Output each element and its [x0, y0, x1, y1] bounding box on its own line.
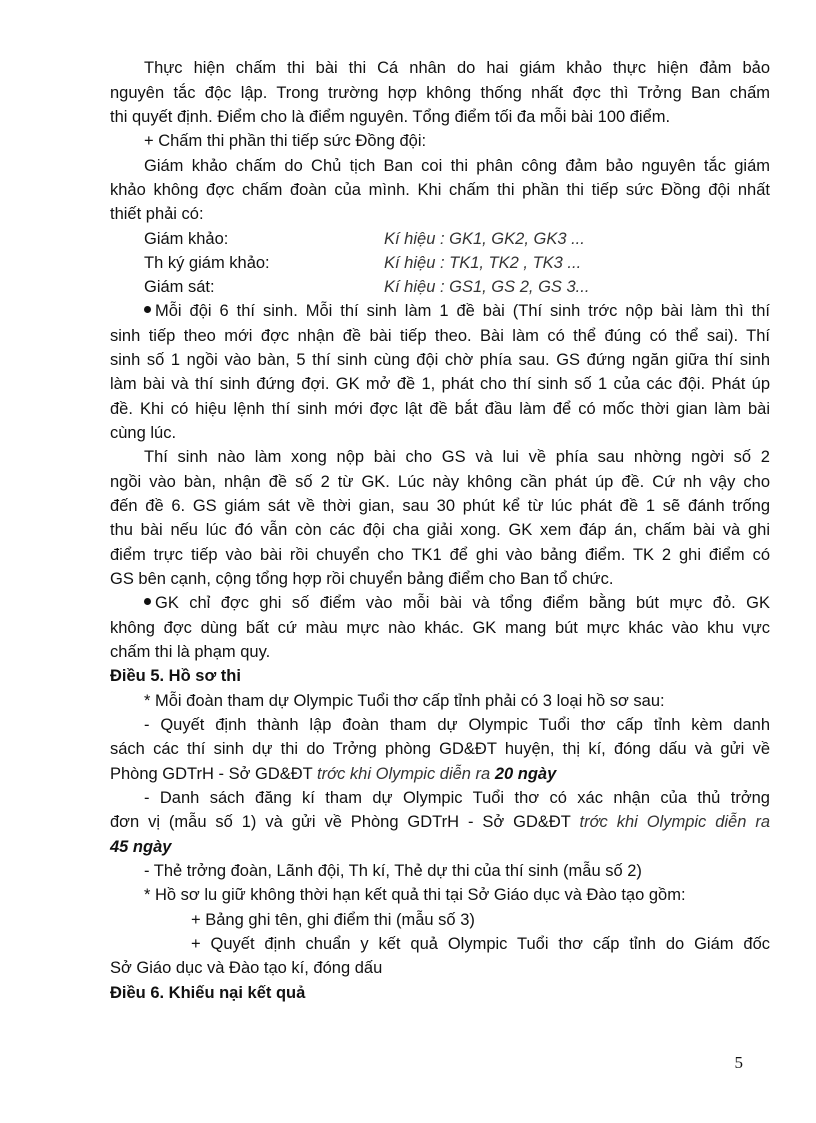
text-line: + Chấm thi phần thi tiếp sức Đồng đội: — [144, 132, 427, 150]
text-line: * Hồ sơ lu giữ không thời hạn kết quả thi tại Sở Giáo dục và Đào tạo gồm: — [144, 886, 686, 904]
text-line: + Bảng ghi tên, ghi điểm thi (mẫu số 3) — [191, 911, 475, 929]
role-row — [144, 275, 804, 299]
text-line: đến đề 6. GS giám sát về thời gian, sau 30 phút kể từ lúc phát đề 1 sẽ đánh trống — [110, 497, 770, 515]
role-row — [144, 227, 804, 251]
text-line — [110, 299, 770, 323]
section-heading: Điều 6. Khiếu nại kết quả — [110, 984, 306, 1002]
text-line: chấm thi là phạm quy. — [110, 643, 271, 661]
text-line: sinh số 1 ngồi vào bàn, 5 thí sinh cùng đội chờ phía sau. GS đứng ngăn giữa thí sinh — [110, 351, 770, 369]
text-line: + Quyết định chuẩn y kết quả Olympic Tuổi thơ cấp tỉnh do Giám đốc — [191, 935, 770, 953]
text-span: Phòng GDTrH - Sở GD&ĐT — [110, 765, 313, 783]
deadline-value: 45 ngày — [110, 838, 172, 856]
bullet-icon — [144, 598, 151, 605]
text-line: khảo không đợc chấm đoàn của mình. Khi chấm thi phần thi tiếp sức Đồng đội nhất — [110, 181, 770, 199]
role-label: Giám sát: — [144, 278, 215, 296]
role-code: Kí hiệu : GK1, GK2, GK3 ... — [384, 230, 585, 248]
text-span: đơn vị (mẫu số 1) và gửi về Phòng GDTrH - Sở GD&ĐT — [110, 813, 571, 831]
role-row — [144, 251, 804, 275]
text-line: làm bài và thí sinh đứng đợi. GK mở đề 1, phát cho thí sinh số 1 của các đội. Phát úp — [110, 375, 770, 393]
text-line: - Thẻ trởng đoàn, Lãnh đội, Th kí, Thẻ dự thi của thí sinh (mẫu số 2) — [144, 862, 642, 880]
role-code: Kí hiệu : TK1, TK2 , TK3 ... — [384, 254, 582, 272]
deadline-prefix: trớc khi Olympic diễn ra — [579, 813, 770, 831]
section-heading: Điều 5. Hồ sơ thi — [110, 667, 241, 685]
deadline-prefix: trớc khi Olympic diễn ra — [317, 765, 491, 783]
text-line — [110, 810, 770, 834]
text-line — [110, 591, 770, 615]
deadline-value: 20 ngày — [494, 765, 557, 783]
role-code: Kí hiệu : GS1, GS 2, GS 3... — [384, 278, 590, 296]
text-line: ngồi vào bàn, nhận đề số 2 từ GK. Lúc này không cần phát úp đề. Cứ nh vậy cho — [110, 473, 770, 491]
text-line: thu bài nếu lúc đó vẫn còn các đội cha giải xong. GK xem đáp án, chấm bài và ghi — [110, 521, 770, 539]
bullet-icon — [144, 306, 151, 313]
role-label: Giám khảo: — [144, 230, 229, 248]
text-line: Sở Giáo dục và Đào tạo kí, đóng dấu — [110, 959, 383, 977]
text-line: - Danh sách đăng kí tham dự Olympic Tuổi thơ có xác nhận của thủ trởng — [144, 789, 770, 807]
text-line: sách các thí sinh dự thi do Trởng phòng GD&ĐT huyện, thị kí, đóng dấu và gửi về — [110, 740, 770, 758]
text-line — [110, 762, 770, 786]
text-line: cùng lúc. — [110, 424, 177, 442]
text-line: - Quyết định thành lập đoàn tham dự Olympic Tuổi thơ cấp tỉnh kèm danh — [144, 716, 770, 734]
page-number: 5 — [734, 1053, 743, 1072]
text-line: thi quyết định. Điểm cho là điểm nguyên. Tổng điểm tối đa mỗi bài 100 điểm. — [110, 108, 671, 126]
text-line: * Mỗi đoàn tham dự Olympic Tuổi thơ cấp tỉnh phải có 3 loại hồ sơ sau: — [144, 692, 665, 710]
text-line: không đợc dùng bất cứ màu mực nào khác. GK mang bút mực khác vào khu vực — [110, 619, 770, 637]
text-line: thiết phải có: — [110, 205, 204, 223]
text-line: điểm trực tiếp vào bài rồi chuyển cho TK1 để ghi vào bảng điểm. TK 2 ghi điểm có — [110, 546, 770, 564]
text-line: Thí sinh nào làm xong nộp bài cho GS và lui về phía sau nhờng ngời số 2 — [144, 448, 770, 466]
text-line: GS bên cạnh, cộng tổng hợp rồi chuyển bảng điểm cho Ban tổ chức. — [110, 570, 614, 588]
role-label: Th ký giám khảo: — [144, 254, 270, 272]
text-line: nguyên tắc độc lập. Trong trường hợp không thống nhất đợc thì Trởng Ban chấm — [110, 84, 770, 102]
text-line: đề. Khi có hiệu lệnh thí sinh mới đợc lật đề bắt đầu làm để có mốc thời gian làm bài — [110, 400, 770, 418]
text-span: Mỗi đội 6 thí sinh. Mỗi thí sinh làm 1 đề bài (Thí sinh trớc nộp bài làm thì thí — [155, 302, 770, 320]
text-line: Giám khảo chấm do Chủ tịch Ban coi thi phân công đảm bảo nguyên tắc giám — [144, 157, 770, 175]
text-line: sinh tiếp theo mới đợc nhận đề bài tiếp theo. Bài làm có thể đúng có thể sai). Thí — [110, 327, 770, 345]
text-span: GK chỉ đợc ghi số điểm vào mỗi bài và tổng điểm bằng bút mực đỏ. GK — [155, 594, 770, 612]
text-line: Thực hiện chấm thi bài thi Cá nhân do hai giám khảo thực hiện đảm bảo — [144, 59, 770, 77]
